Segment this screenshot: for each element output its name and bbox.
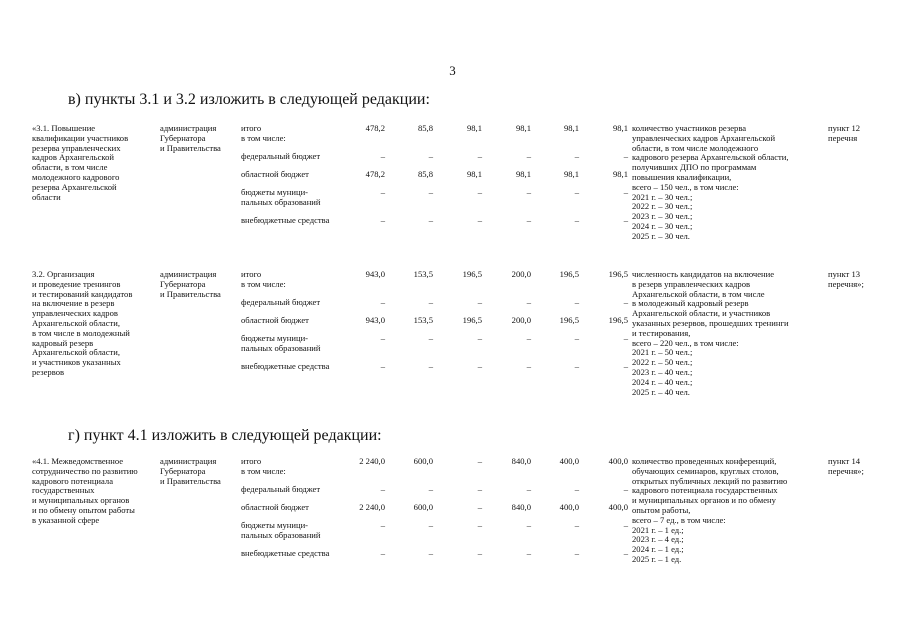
funding-value: –	[428, 151, 433, 161]
funding-value: –	[428, 187, 433, 197]
funding-source: внебюджетные средства	[241, 548, 330, 558]
funding-value: 196,5	[462, 315, 482, 325]
funding-value: –	[526, 520, 531, 530]
funding-value: –	[574, 361, 579, 371]
funding-value: 153,5	[413, 269, 433, 279]
funding-value: –	[477, 456, 482, 466]
funding-value: –	[574, 297, 579, 307]
funding-value: –	[428, 520, 433, 530]
funding-value: 196,5	[462, 269, 482, 279]
funding-value: 400,0	[559, 456, 579, 466]
funding-value: –	[574, 548, 579, 558]
funding-value: 200,0	[511, 269, 531, 279]
funding-value: –	[526, 215, 531, 225]
funding-value: –	[380, 484, 385, 494]
funding-value: 98,1	[563, 169, 579, 179]
item-name: «4.1. Межведомственное сотрудничество по развитию кадрового потенциала государственных и муниципальных органов и по обмену опытом работы в указанной сфере	[32, 456, 138, 525]
funding-source: итого в том числе:	[241, 456, 286, 476]
item-indicator: количество проведенных конференций, обучающих семинаров, круглых столов, открытых публичных лекций по развитию кадрового потенциала государственных и муниципальных органов и по обмену опытом работы, всего – 7 ед., в том числе: 2021 г. – 1 ед.; 2023 г. – 4 ед.; 2024 г. – 1 ед.; 2025 г. – 1 ед.	[632, 456, 788, 564]
funding-value: 943,0	[365, 269, 385, 279]
funding-value: 98,1	[515, 123, 531, 133]
funding-value: –	[477, 297, 482, 307]
funding-value: –	[477, 333, 482, 343]
item-name: 3.2. Организация и проведение тренингов и тестирований кандидатов на включение в резерв управленческих кадров Архангельской области, в том числе в молодежный кадровый резерв Архангельской области, и участников указанных резервов	[32, 269, 133, 377]
funding-value: –	[574, 333, 579, 343]
funding-value: 196,5	[559, 269, 579, 279]
funding-value: 85,8	[417, 169, 433, 179]
item-reference: пункт 12 перечня	[828, 123, 861, 143]
funding-value: –	[477, 187, 482, 197]
funding-source: итого в том числе:	[241, 123, 286, 143]
funding-value: 840,0	[511, 456, 531, 466]
funding-source: федеральный бюджет	[241, 484, 321, 494]
funding-value: –	[428, 361, 433, 371]
funding-value: –	[623, 520, 628, 530]
funding-value: –	[380, 361, 385, 371]
funding-source: областной бюджет	[241, 169, 309, 179]
funding-value: –	[428, 215, 433, 225]
funding-value: 600,0	[413, 502, 433, 512]
funding-value: –	[477, 502, 482, 512]
funding-value: –	[477, 484, 482, 494]
funding-value: –	[574, 215, 579, 225]
funding-value: –	[477, 548, 482, 558]
item-reference: пункт 13 перечня»;	[828, 269, 864, 289]
funding-value: –	[477, 361, 482, 371]
funding-source: бюджеты муници- пальных образований	[241, 187, 321, 207]
funding-source: внебюджетные средства	[241, 215, 330, 225]
funding-source: бюджеты муници- пальных образований	[241, 333, 321, 353]
funding-value: –	[623, 548, 628, 558]
funding-value: –	[574, 187, 579, 197]
item-indicator: количество участников резерва управленческих кадров Архангельской области, в том числе молодежного кадрового резерва Архангельской области, получивших ДПО по программам повышения квалификации, всего – 150 чел., в том числе: 2021 г. – 30 чел.; 2022 г. – 30 чел.; 2023 г. – 30 чел.; 2024 г. – 30 чел.; 2025 г. – 30 чел.	[632, 123, 789, 241]
funding-value: 196,5	[608, 315, 628, 325]
funding-value: –	[526, 333, 531, 343]
funding-value: –	[428, 548, 433, 558]
funding-source: областной бюджет	[241, 502, 309, 512]
item-indicator: численность кандидатов на включение в резерв управленческих кадров Архангельской области, в том числе в молодежный кадровый резерв Архангельской области, и участников указанных резервов, прошедших тренинги и тестирования, всего – 220 чел., в том числе: 2021 г. – 50 чел.; 2022 г. – 50 чел.; 2023 г. – 40 чел.; 2024 г. – 40 чел.; 2025 г. – 40 чел.	[632, 269, 789, 397]
funding-value: 98,1	[563, 123, 579, 133]
funding-value: –	[526, 151, 531, 161]
funding-value: 196,5	[608, 269, 628, 279]
funding-value: 400,0	[559, 502, 579, 512]
section-heading-g: г) пункт 4.1 изложить в следующей редакции:	[68, 427, 382, 444]
funding-value: –	[380, 297, 385, 307]
funding-value: 478,2	[365, 123, 385, 133]
funding-value: 98,1	[612, 123, 628, 133]
funding-value: –	[526, 484, 531, 494]
funding-source: федеральный бюджет	[241, 151, 321, 161]
item-name: «3.1. Повышение квалификации участников резерва управленческих кадров Архангельской области, в том числе молодежного кадрового резерва Архангельской области	[32, 123, 129, 202]
funding-source: внебюджетные средства	[241, 361, 330, 371]
funding-source: областной бюджет	[241, 315, 309, 325]
funding-value: 943,0	[365, 315, 385, 325]
item-executor: администрация Губернатора и Правительства	[160, 123, 221, 153]
funding-value: 400,0	[608, 502, 628, 512]
funding-value: –	[574, 520, 579, 530]
funding-value: 153,5	[413, 315, 433, 325]
funding-value: –	[380, 548, 385, 558]
funding-value: –	[623, 215, 628, 225]
funding-source: итого в том числе:	[241, 269, 286, 289]
funding-value: –	[526, 187, 531, 197]
item-executor: администрация Губернатора и Правительства	[160, 456, 221, 486]
funding-value: 2 240,0	[359, 456, 385, 466]
funding-value: 98,1	[466, 123, 482, 133]
funding-value: –	[380, 215, 385, 225]
funding-value: –	[428, 484, 433, 494]
funding-value: 85,8	[417, 123, 433, 133]
funding-value: –	[380, 520, 385, 530]
funding-value: –	[428, 333, 433, 343]
funding-value: –	[380, 151, 385, 161]
funding-value: 98,1	[612, 169, 628, 179]
section-heading-v: в) пункты 3.1 и 3.2 изложить в следующей редакции:	[68, 91, 430, 108]
funding-value: 2 240,0	[359, 502, 385, 512]
funding-value: 98,1	[515, 169, 531, 179]
funding-value: 400,0	[608, 456, 628, 466]
funding-value: –	[623, 151, 628, 161]
funding-value: 840,0	[511, 502, 531, 512]
funding-value: –	[526, 297, 531, 307]
funding-value: –	[428, 297, 433, 307]
funding-value: 600,0	[413, 456, 433, 466]
funding-value: –	[477, 520, 482, 530]
item-executor: администрация Губернатора и Правительства	[160, 269, 221, 299]
funding-source: бюджеты муници- пальных образований	[241, 520, 321, 540]
funding-value: –	[574, 484, 579, 494]
funding-value: –	[477, 215, 482, 225]
funding-source: федеральный бюджет	[241, 297, 321, 307]
funding-value: –	[380, 187, 385, 197]
funding-value: –	[623, 361, 628, 371]
funding-value: –	[574, 151, 579, 161]
funding-value: –	[477, 151, 482, 161]
funding-value: –	[623, 333, 628, 343]
funding-value: –	[526, 361, 531, 371]
funding-value: –	[380, 333, 385, 343]
funding-value: 98,1	[466, 169, 482, 179]
funding-value: –	[623, 484, 628, 494]
item-reference: пункт 14 перечня»;	[828, 456, 864, 476]
page-number: 3	[449, 63, 456, 78]
funding-value: –	[623, 297, 628, 307]
funding-value: 200,0	[511, 315, 531, 325]
funding-value: 478,2	[365, 169, 385, 179]
funding-value: 196,5	[559, 315, 579, 325]
funding-value: –	[623, 187, 628, 197]
funding-value: –	[526, 548, 531, 558]
